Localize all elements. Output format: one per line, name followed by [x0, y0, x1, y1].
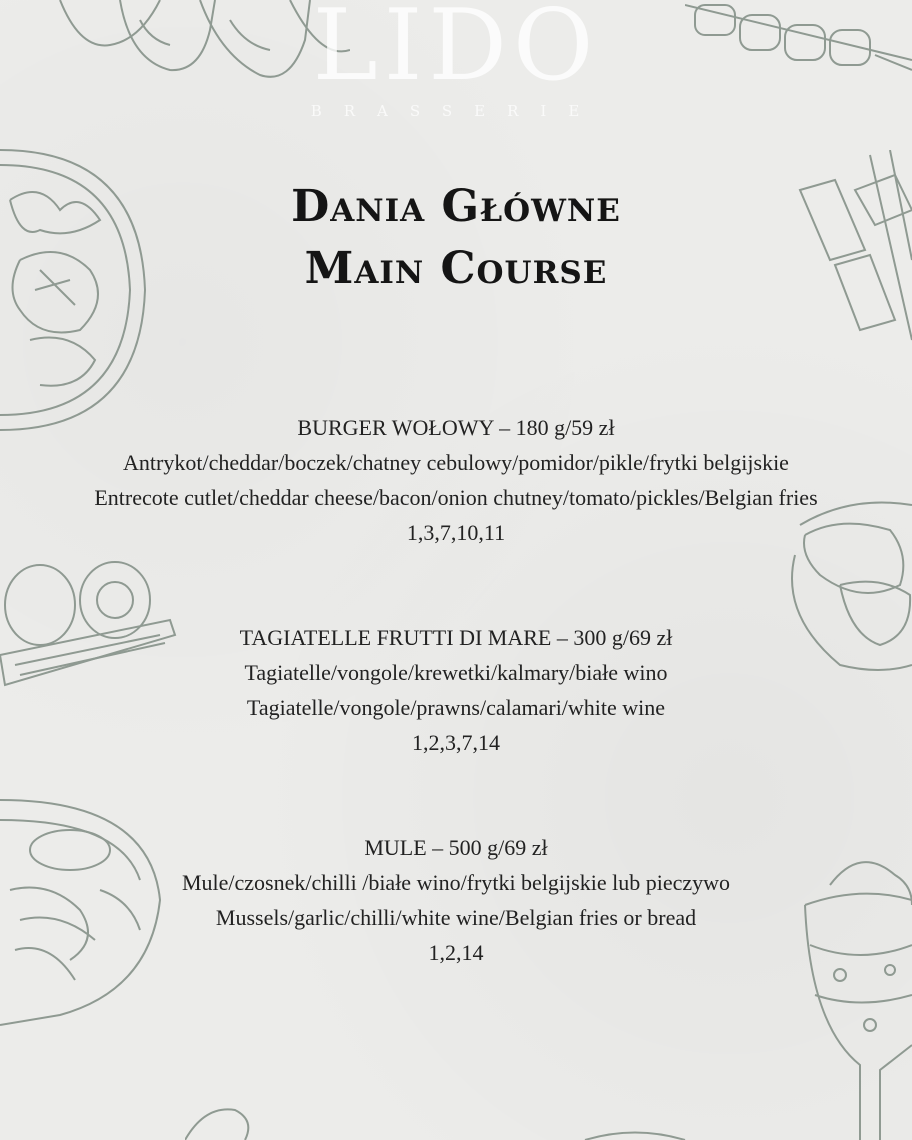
- dish-allergens: 1,2,14: [428, 940, 484, 965]
- menu-item: [0, 410, 912, 550]
- title-english: Main Course: [304, 243, 608, 294]
- dish-allergens: 1,3,7,10,11: [406, 520, 506, 545]
- dish-heading: BURGER WOŁOWY – 180 g/59 zł: [297, 415, 615, 440]
- dish-heading: MULE – 500 g/69 zł: [364, 835, 548, 860]
- bottom-sketch-icon: [185, 1100, 745, 1140]
- logo-subtitle: BRASSERIE: [310, 102, 602, 120]
- dish-description-english: Mussels/garlic/chilli/white wine/Belgian fries or bread: [215, 905, 697, 930]
- dish-description-polish: Mule/czosnek/chilli /białe wino/frytki belgijskie lub pieczywo: [181, 870, 731, 895]
- logo-wordmark: LIDO: [312, 0, 600, 103]
- menu-item: [0, 620, 912, 760]
- dish-description-polish: Tagiatelle/vongole/krewetki/kalmary/białe wino: [244, 660, 668, 685]
- dish-description-english: Tagiatelle/vongole/prawns/calamari/white wine: [246, 695, 666, 720]
- dish-allergens: 1,2,3,7,14: [412, 730, 500, 755]
- title-polish: Dania Główne: [291, 181, 621, 232]
- menu-item: [0, 830, 912, 970]
- dish-heading: TAGIATELLE FRUTTI DI MARE – 300 g/69 zł: [239, 625, 673, 650]
- menu-titles: [0, 176, 912, 300]
- logo: [0, 0, 912, 120]
- dish-description-polish: Antrykot/cheddar/boczek/chatney cebulowy/pomidor/pikle/frytki belgijskie: [123, 450, 789, 475]
- dish-description-english: Entrecote cutlet/cheddar cheese/bacon/onion chutney/tomato/pickles/Belgian fries: [94, 485, 818, 510]
